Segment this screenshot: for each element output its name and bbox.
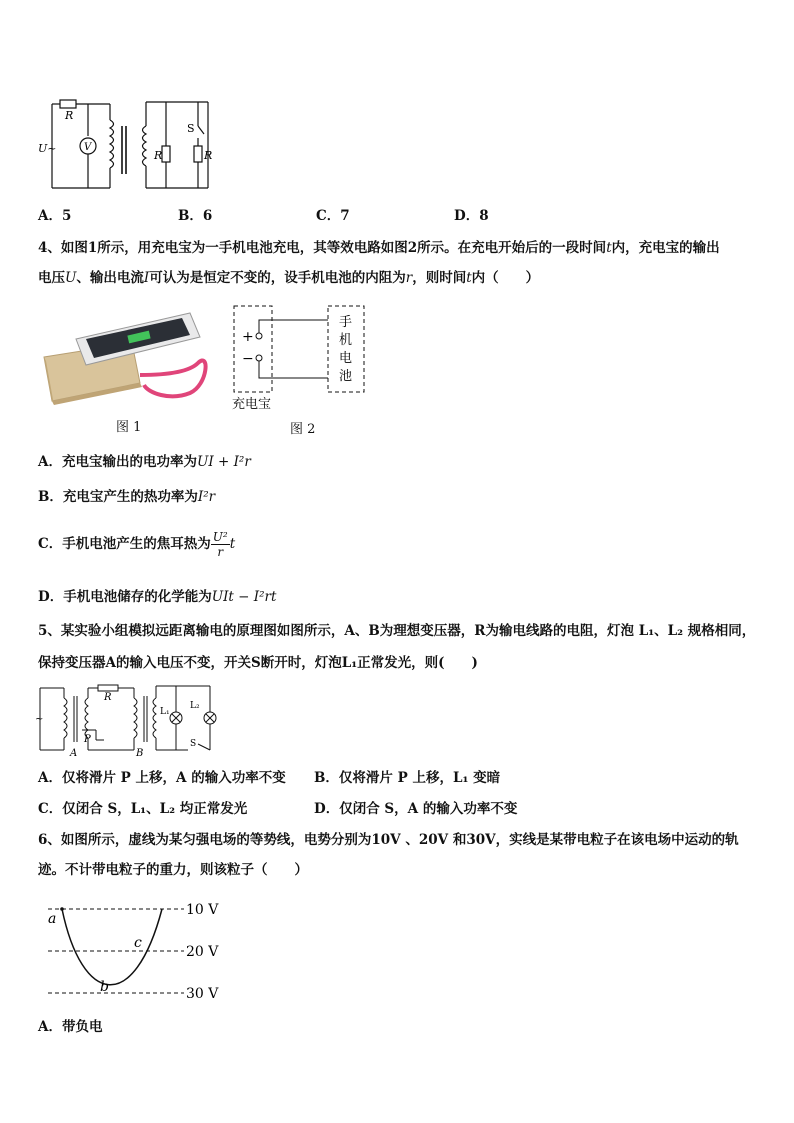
fig6-label-c: c [134,935,142,951]
transformer-circuit-figure [38,96,218,196]
equivalent-circuit-figure [228,302,373,417]
fig6-30v: 30 V [186,986,219,1002]
fig2-phone-4: 池 [339,369,353,384]
q4-fig1-caption: 图 1 [116,420,142,435]
prev-option-a: A．5 [38,208,72,224]
prev-option-d: D．8 [454,208,489,224]
q4-fig2-caption: 图 2 [290,422,316,437]
q5-option-b: B．仅将滑片 P 上移，L₁ 变暗 [314,770,501,786]
fig6-10v: 10 V [186,902,219,918]
fig2-minus: − [242,351,254,367]
fig2-bank-label: 充电宝 [232,397,272,412]
fig5-S: S [190,739,197,749]
fig5-src: ~ [35,714,44,725]
fig-label-S: S [187,122,195,135]
power-bank-photo [40,305,215,410]
fig2-phone-3: 电 [339,351,353,366]
q5-option-d: D．仅闭合 S，A 的输入功率不变 [314,801,518,817]
q6-stem-line2: 迹。不计带电粒子的重力，则该粒子（ ） [38,862,308,878]
prev-option-b: B．6 [178,208,213,224]
prev-option-c: C．7 [316,208,350,224]
fig6-label-a: a [48,911,57,927]
fig-label-R1: R [154,149,163,162]
transmission-circuit-figure [34,682,219,757]
q4-option-c-fraction: $\frac{\text{U²}}{r}$ [212,530,228,559]
fig5-P: P [84,734,91,745]
q5-stem-line1: 5、某实验小组模拟远距离输电的原理图如图所示，A、B为理想变压器，R为输电线路的电阻，灯泡 L₁、L₂ 规格相同， [38,623,756,639]
q4-option-b: B．充电宝产生的热功率为I²r [38,489,216,505]
fig5-L2: L₂ [190,701,200,711]
q5-option-c: C．仅闭合 S，L₁、L₂ 均正常发光 [38,801,248,817]
fig-label-R2: R [204,149,213,162]
q4-option-c: C．手机电池产生的焦耳热为 $\frac{\text{U²}}{r}$ t [38,530,236,559]
q4-option-d: D．手机电池储存的化学能为UIt − I²rt [38,589,277,605]
fig5-L1: L₁ [160,707,170,717]
fig5-A: A [70,748,78,757]
q5-stem-line2: 保持变压器A的输入电压不变，开关S断开时，灯泡L₁正常发光，则( ) [38,655,478,671]
fig2-plus: + [242,329,254,345]
fig5-B: B [136,748,144,757]
q4-stem-line1: 4、如图1所示，用充电宝为一手机电池充电，其等效电路如图2所示。在充电开始后的一段时间t内，充电宝的输出 [38,240,720,256]
fig-label-R-top: R [65,109,74,122]
fig5-R: R [104,692,112,703]
fig-label-V: V [84,142,92,153]
q4-stem-line2: 电压U、输出电流I可认为是恒定不变的，设手机电池的内阻为r，则时间t内（ ） [38,270,540,286]
q6-option-a: A．带负电 [38,1019,103,1035]
q5-option-a: A．仅将滑片 P 上移，A 的输入功率不变 [38,770,286,786]
q6-stem-line1: 6、如图所示，虚线为某匀强电场的等势线，电势分别为10V 、20V 和30V，实线是某带电粒子在该电场中运动的轨 [38,832,739,848]
q4-option-a: A．充电宝输出的电功率为UI + I²r [38,454,251,470]
fig-label-U: U~ [38,142,57,155]
equipotential-trajectory-figure [38,895,238,1010]
fig2-phone-1: 手 [339,315,353,330]
fig6-label-b: b [100,979,109,995]
fig2-phone-2: 机 [339,333,353,348]
fig6-20v: 20 V [186,944,219,960]
